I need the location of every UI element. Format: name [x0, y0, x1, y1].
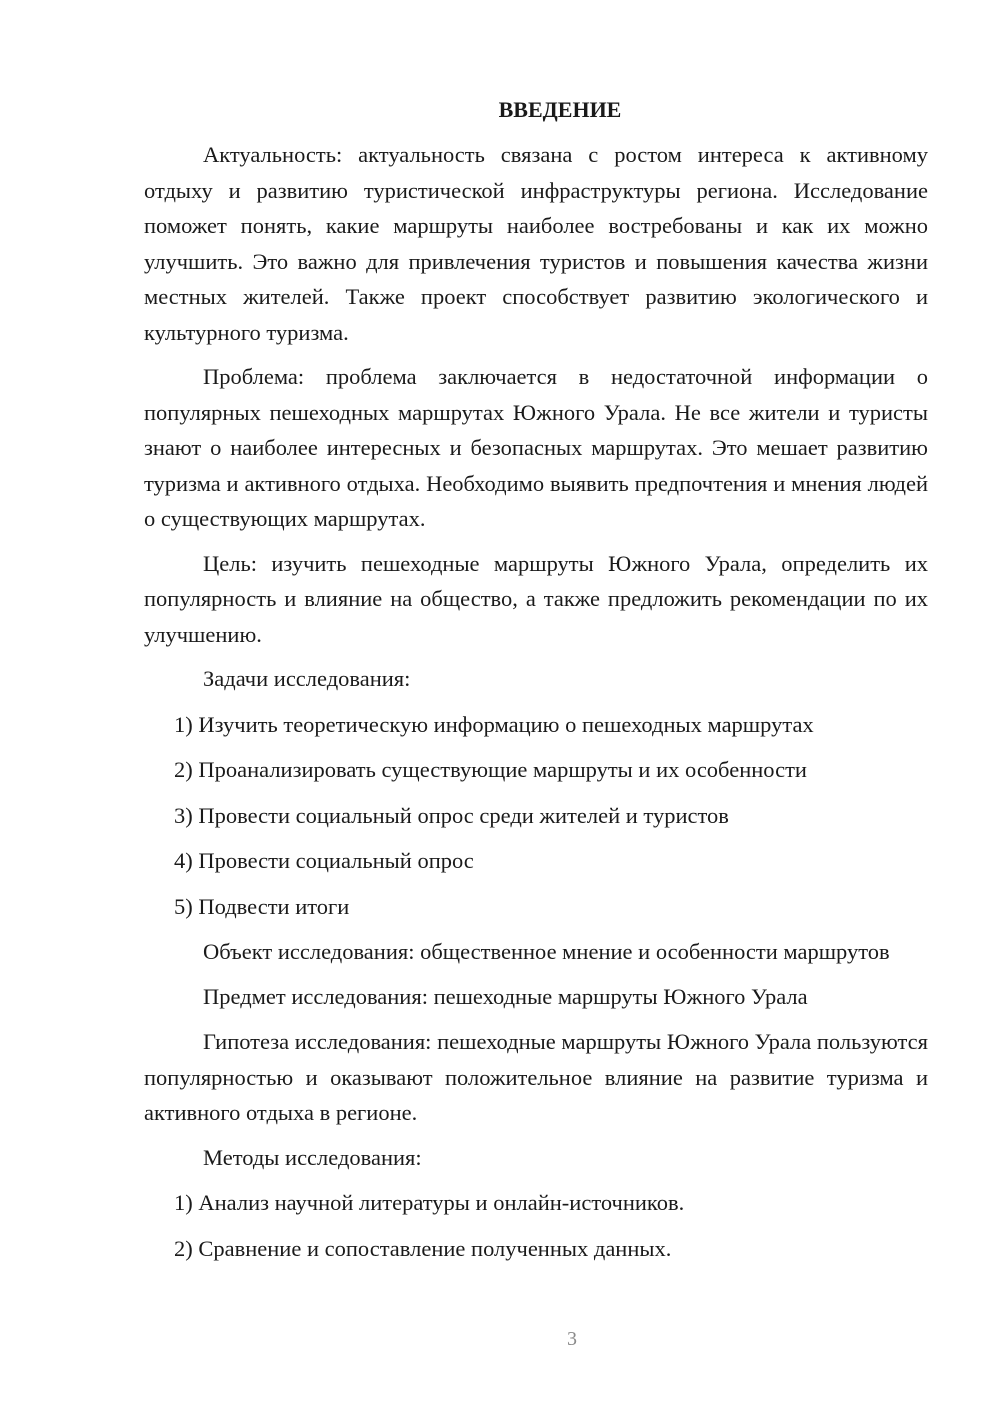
tasks-heading: Задачи исследования:	[203, 666, 411, 691]
subject-paragraph: Предмет исследования: пешеходные маршруты Южного Урала	[203, 983, 808, 1009]
list-item: 4) Провести социальный опрос	[174, 848, 474, 873]
page-number: 3	[567, 1328, 577, 1350]
tasks-list	[144, 707, 928, 925]
list-item: 1) Изучить теоретическую информацию о пешеходных маршрутах	[174, 711, 814, 737]
relevance-paragraph: Актуальность: актуальность связана с ростом интереса к активному отдыху и развитию туристической инфраструктуры региона. Исследование поможет понять, какие маршруты наиболее востребованы и как их можно улучшить. Это важно для привлечения туристов и повышения качества жизни местных жителей. Также проект способствует развитию экологического и культурного туризма.	[144, 142, 928, 345]
list-item: 5) Подвести итоги	[174, 893, 350, 919]
methods-list	[144, 1185, 928, 1266]
methods-heading: Методы исследования:	[203, 1144, 422, 1170]
list-item: 2) Сравнение и сопоставление полученных данных.	[174, 1235, 672, 1261]
object-paragraph: Объект исследования: общественное мнение и особенности маршрутов	[203, 939, 890, 964]
hypothesis-paragraph: Гипотеза исследования: пешеходные маршруты Южного Урала пользуются популярностью и оказывают положительное влияние на развитие туризма и активного отдыха в регионе.	[144, 1029, 928, 1125]
list-item: 3) Провести социальный опрос среди жителей и туристов	[174, 802, 729, 828]
list-item: 1) Анализ научной литературы и онлайн-источников.	[174, 1190, 685, 1215]
list-item: 2) Проанализировать существующие маршруты и их особенности	[174, 757, 807, 782]
document-page	[144, 92, 928, 1276]
goal-paragraph: Цель: изучить пешеходные маршруты Южного Урала, определить их популярность и влияние на общество, а также предложить рекомендации по их улучшению.	[144, 550, 928, 647]
page-title: ВВЕДЕНИЕ	[498, 97, 622, 122]
problem-paragraph: Проблема: проблема заключается в недостаточной информации о популярных пешеходных маршрутах Южного Урала. Не все жители и туристы знают о наиболее интересных и безопасных маршрутах. Это мешает развитию туризма и активного отдыха. Необходимо выявить предпочтения и мнения людей о существующих маршрутах.	[144, 364, 928, 531]
